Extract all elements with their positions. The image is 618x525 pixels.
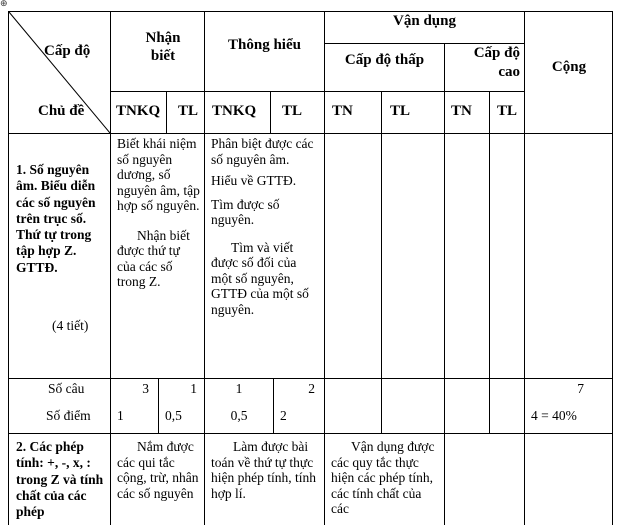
nb-tl-so-cau: 1 xyxy=(190,381,197,396)
topic1-periods: (4 tiết) xyxy=(52,318,89,333)
topic1-nb-item-1: Biết khái niệm số nguyên dương, số nguyên âm, tập hợp số nguyên. xyxy=(117,136,200,213)
th-tnkq-so-diem: 0,5 xyxy=(230,408,248,423)
subheader-thap-tl: TL xyxy=(390,103,411,119)
topic1-th-item-1: Phân biệt được các số nguyên âm. xyxy=(211,136,314,167)
topic2-van-dung: Vận dụng được các quy tắc thực hiện các phép tính, các tính chất của các xyxy=(331,439,435,516)
header-nhan-biet: Nhận biết xyxy=(145,30,181,64)
topic1-th-item-3: Tìm được số nguyên. xyxy=(211,196,280,227)
topic2-nhan-biet: Nắm được các qui tắc cộng, trừ, nhân các số nguyên xyxy=(117,439,199,501)
th-tl-so-diem: 2 xyxy=(280,408,287,423)
header-van-dung: Vận dụng xyxy=(393,13,456,29)
nb-tl-so-diem: 0,5 xyxy=(165,408,182,423)
th-tnkq-so-cau: 1 xyxy=(235,381,243,396)
topic2-title: 2. Các phép tính: +, -, x, : trong Z và tính chất của các phép xyxy=(16,439,104,520)
so-cau-label: Số câu xyxy=(48,381,85,396)
header-cap-do-cao: Cấp độ cao xyxy=(473,45,520,80)
topic1-th-item-4: Tìm và viết được số đối của một số nguyên, GTTĐ của một số nguyên. xyxy=(211,239,309,317)
cong-so-cau: 7 xyxy=(577,381,584,396)
th-tl-so-cau: 2 xyxy=(308,381,315,396)
subheader-th-tnkq: TNKQ xyxy=(212,103,257,119)
cong-so-diem: 4 = 40% xyxy=(531,408,577,423)
header-thong-hieu: Thông hiểu xyxy=(228,37,301,53)
header-cap-do: Cấp độ xyxy=(44,43,91,59)
subheader-nb-tl: TL xyxy=(178,103,199,119)
table-move-handle-icon[interactable]: ⊕ xyxy=(0,0,8,9)
header-chu-de: Chủ đề xyxy=(38,103,85,119)
topic1-nb-item-2: Nhận biết được thứ tự của các số trong Z. xyxy=(117,227,190,289)
topic1-nhan-biet xyxy=(117,136,201,296)
topic1-thong-hieu xyxy=(211,136,319,323)
subheader-cao-tn: TN xyxy=(451,103,472,119)
topic1-th-item-2: Hiểu về GTTĐ. xyxy=(211,173,297,188)
subheader-nb-tnkq: TNKQ xyxy=(116,103,161,119)
topic1-title: 1. Số nguyên âm. Biểu diễn các số nguyên trên trục số. Thứ tự trong tập hợp Z. GTTĐ. xyxy=(16,162,96,275)
header-cong: Cộng xyxy=(551,59,587,75)
subheader-thap-tn: TN xyxy=(332,103,353,119)
subheader-cao-tl: TL xyxy=(497,103,518,119)
header-cap-do-thap: Cấp độ thấp xyxy=(344,52,425,68)
topic2-thong-hieu: Làm được bài toán về thứ tự thực hiện phép tính, tính hợp lí. xyxy=(211,439,316,501)
nb-tnkq-so-cau: 3 xyxy=(142,381,149,396)
so-diem-label: Số điểm xyxy=(46,408,91,423)
nb-tnkq-so-diem: 1 xyxy=(117,408,124,423)
subheader-th-tl: TL xyxy=(282,103,303,119)
